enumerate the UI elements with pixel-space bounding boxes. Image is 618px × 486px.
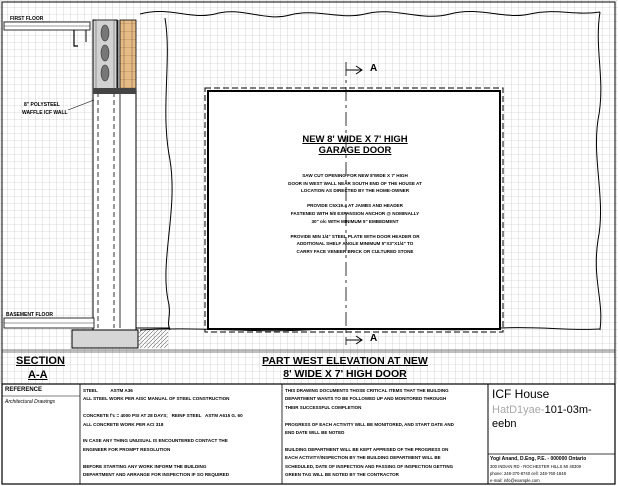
drawing-code-black: 101-03m-	[544, 404, 592, 416]
engineer-stamp	[490, 456, 614, 484]
spec-line	[83, 429, 280, 437]
spec-line: BEFORE STARTING ANY WORK INFORM THE BUILDING	[83, 463, 207, 469]
spec-line: ENGINEER FOR PROMPT RESOLUTION	[83, 446, 171, 452]
inspection-line: PROGRESS OF EACH ACTIVITY WILL BE MONITORED, AND START DATE AND	[285, 421, 454, 427]
section-marker-top: A	[370, 63, 378, 74]
spec-line: ALL CONCRETE WORK PER ACI 318	[83, 421, 164, 427]
elevation-title-line2: 8' WIDE X 7' HIGH DOOR	[283, 368, 407, 380]
spec-line	[83, 454, 280, 462]
brick-veneer	[120, 20, 136, 92]
section-title-line1: SECTION	[16, 355, 65, 367]
spec-line: ALL STEEL WORK PER AISC MANUAL OF STEEL CONSTRUCTION	[83, 396, 230, 402]
spec-line: STEEL ASTM A36	[83, 388, 133, 393]
inspection-line: EACH ACTIVITY/INSPECTION BY THE BUILDING DEPARTMENT WILL BE	[285, 455, 441, 461]
engineer-address: 300 INDIAN RD - ROCHESTER HILLS MI 48309	[490, 464, 581, 469]
polysteel-label-line2: WAFFLE ICF WALL	[22, 110, 68, 116]
spec-line: IN CASE ANY THING UNUSUAL IS ENCOUNTERED CONTACT THE	[83, 438, 228, 444]
icf-wall-lower	[93, 90, 136, 330]
engineer-email: e-mail: info@example.com	[490, 478, 540, 483]
door-title-line2: GARAGE DOOR	[318, 145, 392, 156]
door-note-line: CARRY FACE VENEER BRICK OR CULTURED STONE	[296, 248, 414, 254]
spec-line	[83, 404, 280, 412]
door-title-line1: NEW 8' WIDE X 7' HIGH	[302, 134, 408, 145]
section-title-line2: A-A	[28, 369, 48, 381]
door-note-line: SAW CUT OPENING FOR NEW 8'WIDE X 7' HIGH	[302, 173, 408, 178]
door-notes	[210, 172, 500, 256]
door-note-line	[210, 225, 500, 233]
project-name: ICF House	[492, 387, 550, 401]
door-note-line: PROVIDE C5X19.4 AT JAMBS AND HEADER	[307, 203, 403, 209]
elevation-title-line1: PART WEST ELEVATION AT NEW	[262, 355, 428, 367]
inspection-line: THEIR SUCCESSFUL COMPLETION	[285, 404, 362, 410]
inspection-line: THIS DRAWING DOCUMENTS THOSE CRITICAL ITEMS THAT THE BUILDING	[285, 388, 449, 393]
elevation-title	[230, 355, 460, 381]
drawing-code-line2: eebn	[492, 418, 517, 430]
inspection-line: SCHEDULED, DATE OF INSPECTION AND PASSING OF INSPECTION GETTING	[285, 463, 454, 469]
inspection-notes	[285, 387, 487, 483]
door-note-line: DOOR IN WEST WALL NEAR SOUTH END OF THE HOUSE AT	[288, 180, 422, 186]
spec-line: DEPARTMENT AND ARRANGE FOR INSPECTION IF SO REQUIRED	[83, 472, 230, 478]
reference-label: REFERENCE	[5, 387, 43, 393]
door-note-line: ADDITIONAL SHELF ANGLE MINIMUM 5"X3"X1/4" TO	[296, 241, 414, 247]
basement-floor-label: BASEMENT FLOOR	[6, 312, 53, 318]
drawing-code-grey: HatD1yae-	[492, 404, 545, 416]
door-note-line: 30" o/c WITH MINIMUM 5" EMBEDMENT	[311, 218, 399, 224]
inspection-line: GREEN TAG WILL BE NOTED BY THE CONTRACTOR	[285, 472, 399, 478]
architectural-label: Architectural Drawings	[5, 399, 56, 405]
door-note-line	[210, 195, 500, 203]
engineer-name: Yogi Anand, D.Eng, P.E. - 000000 Ontario	[490, 456, 587, 462]
drawing-code	[492, 404, 592, 416]
footing	[72, 330, 138, 348]
door-title	[210, 134, 500, 156]
door-note-line: LOCATION AS DIRECTED BY THE HOME-OWNER	[300, 188, 410, 194]
inspection-line: END DATE WILL BE NOTED	[285, 430, 345, 436]
spec-line: CONCRETE f'c = 4000 PSI AT 28 DAYS; REINF STEEL ASTM A615 G. 60	[83, 413, 243, 419]
inspection-line: DEPARTMENT WANTS TO BE FOLLOWED UP AND MONITORED THROUGH	[285, 396, 447, 402]
inspection-line	[285, 412, 487, 420]
section-marker-bottom: A	[370, 333, 378, 344]
door-note-line: PROVIDE MIN 1/4" STEEL PLATE WITH DOOR HEADER OR	[290, 233, 420, 239]
engineer-phone: phone: 248-370-8740 cell: 248-760-1848	[490, 471, 566, 476]
spec-notes	[83, 387, 280, 483]
first-floor-label: FIRST FLOOR	[10, 16, 44, 22]
polysteel-label-line1: 8" POLYSTEEL	[24, 102, 60, 108]
inspection-line	[285, 437, 487, 445]
door-note-line: FASTENED WITH 5/8 EXPANSION ANCHOR @ NOMINALLY	[290, 210, 420, 216]
inspection-line: BUILDING DEPARTMENT WILL BE KEPT APPRISED OF THE PROGRESS ON	[285, 446, 449, 452]
